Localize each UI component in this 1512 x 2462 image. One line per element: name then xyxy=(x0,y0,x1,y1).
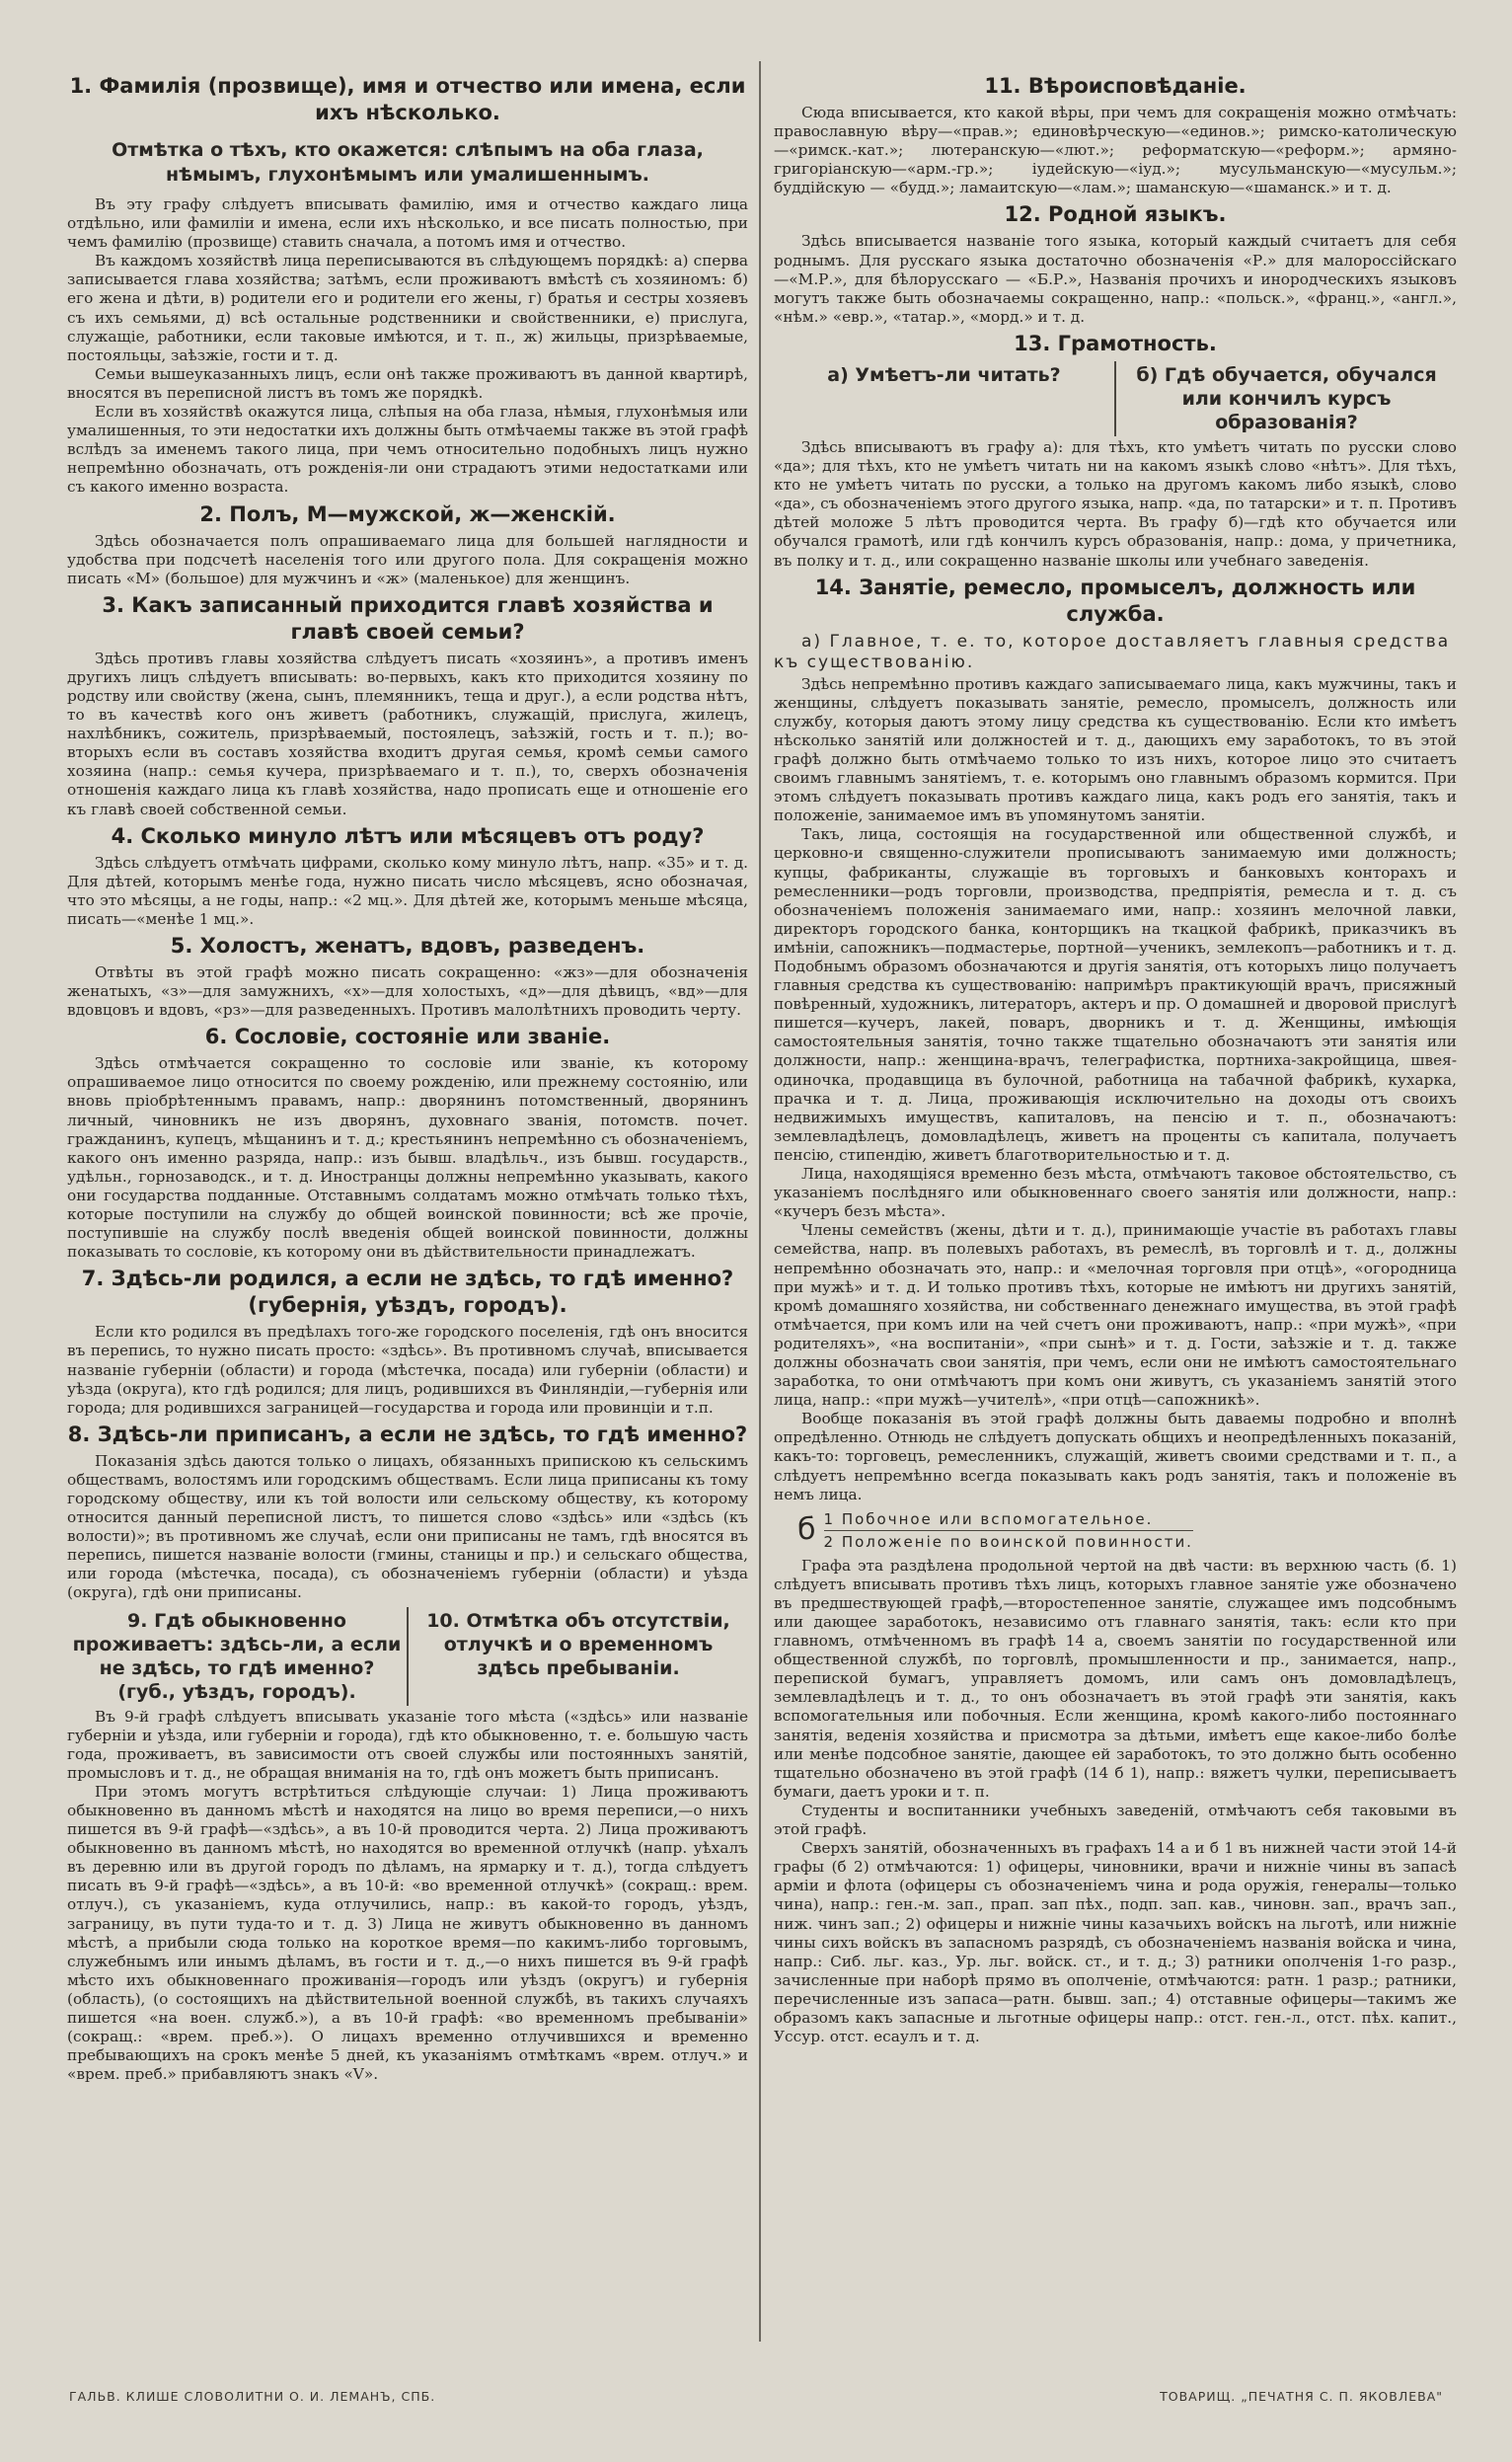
section-heading: 3. Какъ записанный приходится главѣ хозяйства и главѣ своей семьи? xyxy=(102,592,714,644)
right-column xyxy=(774,69,1457,2046)
paragraph: Здѣсь слѣдуетъ отмѣчать цифрами, сколько кому минуло лѣтъ, напр. «35» и т. д. Для дѣтей, которымъ менѣе года, нужно писать число мѣсяцевъ, ясно обозначая, что это мѣсяцы, а не годы, напр.: «2 мц.». Для дѣтей же, которымъ меньше мѣсяца, писать—«менѣе 1 мц.». xyxy=(67,853,748,928)
subheading-option: 2 Положеніе по воинской повинности. xyxy=(823,1532,1193,1551)
paragraph: Сюда вписывается, кто какой вѣры, при чемъ для сокращенія можно отмѣчать: православную вѣру—«прав.»; единовѣрческую—«единов.»; римско-католическую—«римск.-кат.»; лютеранскую—«лют.»; реформатскую—«реформ.»; армяно-григоріанскую—«арм.-гр.»; іудейскую—«іуд.»; мусульманскую—«мусульм.»; буддійскую — «будд.»; ламаитскую—«лам.»; шаманскую—«шаманск.» и т. д. xyxy=(774,104,1457,197)
split-heading-cell: а) Умѣетъ-ли читать? xyxy=(827,363,1061,386)
subheading-letter: б xyxy=(797,1512,818,1548)
paragraph: При этомъ могутъ встрѣтиться слѣдующіе случаи: 1) Лица проживаютъ обыкновенно въ данномъ мѣстѣ и находятся на лицо во время переписи,—о нихъ пишется въ 9-й графѣ—«здѣсь», а въ 10-й проводится черта. 2) Лица проживаютъ обыкновенно въ данномъ мѣстѣ, но находятся во временной отлучкѣ (напр. уѣхалъ въ деревню или въ другой городъ по дѣламъ, на ярмарку и т. д.), тогда слѣдуетъ писать въ 9-й графѣ—«здѣсь», а въ 10-й: «во временной отлучкѣ» (сокращ.: врем. отлуч.), съ указаніемъ, куда отлучились, напр.: въ какой-то городъ, уѣздъ, заграницу, въ пути туда-то и т. д. 3) Лица не живутъ обыкновенно въ данномъ мѣстѣ, а прибыли сюда только на короткое время—по какимъ-либо торговымъ, служебнымъ или инымъ дѣламъ, въ гости и т. д.,—о нихъ пишется въ 9-й графѣ мѣсто ихъ обыкновеннаго проживанія—городъ или уѣздъ (округъ) и губернія (область), (о состоящихъ на дѣйствительной военной службѣ, въ такихъ случаяхъ пишется «на воен. служб.»), а въ 10-й графѣ: «во временномъ пребываніи» (сокращ.: «врем. преб.»). О лицахъ временно отлучившихся и временно пребывающихъ на срокъ менѣе 5 дней, къ указаніямъ отмѣткамъ «врем. отлуч.» и «врем. преб.» прибавляютъ знакъ «V». xyxy=(67,1782,748,2084)
section-heading: 13. Грамотность. xyxy=(1014,331,1217,355)
section-heading: 4. Сколько минуло лѣтъ или мѣсяцевъ отъ роду? xyxy=(111,823,705,848)
section-heading: 1. Фамилія (прозвище), имя и отчество или имена, если ихъ нѣсколько. xyxy=(69,74,746,124)
paragraph: Здѣсь непремѣнно противъ каждаго записываемаго лица, какъ мужчины, такъ и женщины, слѣдуетъ показывать занятіе, ремесло, промыселъ, должность или службу, которыя даютъ этому лицу средства къ существованію. Если кто имѣетъ нѣсколько занятій или должностей и т. д., дающихъ ему заработокъ, то въ этой графѣ должно быть отмѣчаемо только то изъ нихъ, которое лицо это считаетъ своимъ главнымъ занятіемъ, т. е. которымъ оно главнымъ образомъ кормится. При этомъ слѣдуетъ показывать противъ каждаго лица, какъ родъ его занятія, такъ и положеніе, занимаемое имъ въ упомянутомъ занятіи. xyxy=(774,674,1457,825)
paragraph: Студенты и воспитанники учебныхъ заведеній, отмѣчаютъ себя таковыми въ этой графѣ. xyxy=(774,1801,1457,1839)
subheading-options xyxy=(824,1508,1193,1553)
paragraph: Семьи вышеуказанныхъ лицъ, если онѣ также проживаютъ въ данной квартирѣ, вносятся въ переписной листъ въ томъ же порядкѣ. xyxy=(67,364,748,402)
paragraph: Въ 9-й графѣ слѣдуетъ вписывать указаніе того мѣста («здѣсь» или названіе губерніи и уѣзда, или губерніи и города), гдѣ кто обыкновенно, т. е. большую часть года, проживаетъ, въ зависимости отъ своей службы или постоянныхъ занятій, промысловъ и т. д., не обращая вниманія на то, гдѣ онъ можетъ быть приписанъ. xyxy=(67,1707,748,1782)
paragraph: Здѣсь обозначается полъ опрашиваемаго лица для большей наглядности и удобства при подсчетѣ населенія того или другого пола. Для сокращенія можно писать «М» (большое) для мужчинъ и «ж» (маленькое) для женщинъ. xyxy=(67,531,748,587)
paragraph: Показанія здѣсь даются только о лицахъ, обязанныхъ припискою къ сельскимъ обществамъ, волостямъ или городскимъ обществамъ. Если лица приписаны къ тому городскому обществу, или къ той волости или сельскому обществу, къ которому относится данный переписной листъ, то пишется слово «здѣсь» или «здѣсь (къ волости)»; въ противномъ же случаѣ, если они приписаны не тамъ, гдѣ вносятся въ перепись, пишется названіе волости (гмины, станицы и пр.) и сельскаго общества, или города (мѣстечка, посада), съ обозначеніемъ губерніи (области) и уѣзда (округа), гдѣ они приписаны. xyxy=(67,1451,748,1602)
section-heading: 14. Занятіе, ремесло, промыселъ, должность или служба. xyxy=(814,575,1416,626)
section-heading: 11. Вѣроисповѣданіе. xyxy=(984,74,1247,98)
paragraph: Вообще показанія въ этой графѣ должны быть даваемы подробно и вполнѣ опредѣленно. Отнюдь не слѣдуетъ допускать общихъ и неопредѣленныхъ показаній, какъ-то: торговецъ, ремесленникъ, служащій, живетъ своими средствами и т. п., а слѣдуетъ непремѣнно всегда показывать какъ родъ занятія, такъ и положеніе въ немъ лица. xyxy=(774,1410,1457,1503)
split-heading xyxy=(67,1607,748,1706)
column-divider xyxy=(759,61,761,2342)
footer-right-imprint: ТОВАРИЩ. „ПЕЧАТНЯ С. П. ЯКОВЛЕВА" xyxy=(1160,2389,1443,2404)
footer-left-imprint: ГАЛЬВ. КЛИШЕ СЛОВОЛИТНИ О. И. ЛЕМАНЪ, СПБ. xyxy=(69,2389,436,2404)
paragraph: Если въ хозяйствѣ окажутся лица, слѣпыя на оба глаза, нѣмыя, глухонѣмыя или умалишенныя, то эти недостатки ихъ должны быть отмѣчаемы также въ этой графѣ вслѣдъ за именемъ такого лица, при чемъ относительно подобныхъ лицъ нужно непремѣнно обозначать, отъ рожденія-ли они страдаютъ этими недостатками или съ какого именно возраста. xyxy=(67,403,748,497)
section-heading: 7. Здѣсь-ли родился, а если не здѣсь, то гдѣ именно? (губернія, уѣздъ, городъ). xyxy=(81,1267,734,1318)
paragraph: Здѣсь противъ главы хозяйства слѣдуетъ писать «хозяинъ», а противъ именъ другихъ лицъ слѣдуетъ вписывать: во-первыхъ, какъ кто приходится хозяину по родству или свойству (жена, сынъ, племянникъ, теща и друг.), а если родства нѣтъ, то въ качествѣ кого онъ живетъ (работникъ, служащій, прислуга, жилецъ, нахлѣбникъ, сожитель, призрѣваемый, постоялецъ, заѣзжій, гость и т. п.); во-вторыхъ если въ составъ хозяйства входитъ другая семья, кромѣ семьи самого хозяина (напр.: семья кучера, призрѣваемаго и т. п.), то, сверхъ обозначенія отношенія каждаго лица къ главѣ хозяйства, надо прописать еще и отношеніе его къ главѣ своей собственной семьи. xyxy=(67,649,748,818)
paragraph: Здѣсь вписываютъ въ графу а): для тѣхъ, кто умѣетъ читать по русски слово «да»; для тѣхъ, кто не умѣетъ читать ни на какомъ языкѣ слово «нѣтъ». Для тѣхъ, кто не умѣетъ читать по русски, а только на другомъ какомъ либо языкѣ, слово «да», съ обозначеніемъ этого другого языка, напр. «да, по татарски» и т. п. Противъ дѣтей моложе 5 лѣтъ проводится черта. Въ графу б)—гдѣ кто обучается или обучался грамотѣ, или гдѣ кончилъ курсъ образованія, напр.: дома, у причетника, въ полку и т. д., или сокращенно названіе школы или учебнаго заведенія. xyxy=(774,437,1457,570)
paragraph: Члены семействъ (жены, дѣти и т. д.), принимающіе участіе въ работахъ главы семейства, напр. въ полевыхъ работахъ, въ ремеслѣ, въ торговлѣ и т. д., должны непремѣнно обозначать это, напр.: и «мелочная торговля при отцѣ», «огородница при мужѣ» и т. д. И только противъ тѣхъ, которые не имѣютъ ни другихъ занятій, кромѣ домашняго хозяйства, ни собственнаго денежнаго имущества, въ этой графѣ отмѣчается, при комъ или на чей счетъ они проживаютъ, напр.: «при мужѣ», «при родителяхъ», «на воспитаніи», «при сынѣ» и т. д. Гости, заѣзжіе и т. д. также должны обозначать свои занятія, при чемъ, если они не имѣютъ самостоятельнаго заработка, то они отмѣчаютъ при комъ они живутъ, съ указаніемъ занятій этого лица, напр.: «при мужѣ—учителѣ», «при отцѣ—сапожникѣ». xyxy=(774,1221,1457,1410)
paragraph: Если кто родился въ предѣлахъ того-же городского поселенія, гдѣ онъ вносится въ перепись, то нужно писать просто: «здѣсь». Въ противномъ случаѣ, вписывается названіе губерніи (области) и города (мѣстечка, посада) или губерніи (области) и уѣзда (округа), кто гдѣ родился; для лицъ, родившихся въ Финляндіи,—губернія или города; для родившихся заграницей—государства и города или провинціи и т.п. xyxy=(67,1323,748,1417)
section-heading: 8. Здѣсь-ли приписанъ, а если не здѣсь, то гдѣ именно? xyxy=(67,1422,748,1446)
subheading-option: 1 Побочное или вспомогательное. xyxy=(824,1508,1193,1531)
section-heading: 5. Холостъ, женатъ, вдовъ, разведенъ. xyxy=(170,934,645,958)
split-heading-cell: б) Гдѣ обучается, обучался или кончилъ курсъ образованія? xyxy=(1114,361,1457,436)
left-column xyxy=(67,69,748,2084)
paragraph: Лица, находящіяся временно безъ мѣста, отмѣчаютъ таковое обстоятельство, съ указаніемъ послѣдняго или обыкновеннаго своего занятія или должности, напр.: «кучеръ безъ мѣста». xyxy=(774,1165,1457,1221)
paragraph: Графа эта раздѣлена продольной чертой на двѣ части: въ верхнюю часть (б. 1) слѣдуетъ вписывать противъ тѣхъ лицъ, которыхъ главное занятіе уже обозначено въ предшествующей графѣ,—второстепенное занятіе, служащее имъ подсобнымъ или дающее заработокъ, независимо отъ главнаго занятія, такъ: если кто при главномъ, отмѣченномъ въ графѣ 14 а, своемъ занятіи по государственной или общественной службѣ, по торговлѣ, промышленности и пр., занимается, напр., перепиской бумагъ, управляетъ домомъ, или самъ онъ домовладѣлецъ, землевладѣлецъ и т. д., то онъ обозначаетъ въ этой графѣ эти занятія, какъ вспомогательныя или побочныя. Если женщина, кромѣ какого-либо постояннаго занятія, веденія хозяйства и присмотра за дѣтьми, имѣетъ еще какое-либо болѣе или менѣе подсобное занятіе, дающее ей заработокъ, то это должно быть особенно тщательно обозначено въ этой графѣ (14 б 1), напр.: вяжетъ чулки, переписываетъ бумаги, даетъ уроки и т. п. xyxy=(774,1556,1457,1801)
section-heading: 12. Родной языкъ. xyxy=(1004,202,1227,227)
split-heading-cell: 9. Гдѣ обыкновенно проживаетъ: здѣсь-ли, а если не здѣсь, то гдѣ именно? (губ., уѣздъ, городъ). xyxy=(72,1609,402,1703)
section-heading: 2. Полъ, М—мужской, ж—женскій. xyxy=(199,501,616,526)
subheading-bracket xyxy=(797,1508,1457,1553)
paragraph: Отвѣты въ этой графѣ можно писать сокращенно: «жз»—для обозначенія женатыхъ, «з»—для замужнихъ, «х»—для холостыхъ, «д»—для дѣвицъ, «вд»—для вдовцовъ и вдовъ, «рз»—для разведенныхъ. Противъ малолѣтнихъ проводить черту. xyxy=(67,963,748,1020)
paragraph: Въ каждомъ хозяйствѣ лица переписываются въ слѣдующемъ порядкѣ: а) сперва записывается глава хозяйства; затѣмъ, если проживаютъ вмѣстѣ съ хозяиномъ: б) его жена и дѣти, в) родители его и родители его жены, г) братья и сестры хозяевъ съ ихъ семьями, д) всѣ остальные родственники и свойственники, е) прислуга, служащіе, работники, если таковые имѣются, и т. п., ж) жильцы, призрѣваемые, постояльцы, заѣзжіе, гости и т. д. xyxy=(67,252,748,364)
split-heading-cell: 10. Отмѣтка объ отсутствіи, отлучкѣ и о временномъ здѣсь пребываніи. xyxy=(407,1607,748,1706)
paragraph: Такъ, лица, состоящія на государственной или общественной службѣ, и церковно-и священно-служители прописываютъ занимаемую ими должность; купцы, фабриканты, служащіе въ торговыхъ и банковыхъ конторахъ и ремесленники—родъ торговли, производства, предпріятія, ремесла и т. д. съ обозначеніемъ положенія занимаемаго ими, напр.: хозяинъ мелочной лавки, директоръ городского банка, конторщикъ на ткацкой фабрикѣ, приказчикъ въ имѣніи, сапожникъ—подмастерье, портной—ученикъ, землекопъ—работникъ и т. д. Подобнымъ образомъ обозначаются и другія занятія, отъ которыхъ лицо получаетъ главныя средства къ существованію: напримѣръ практикующій врачъ, присяжный повѣренный, художникъ, литераторъ, актеръ и пр. О домашней и дворовой прислугѣ пишется—кучеръ, лакей, поваръ, дворникъ и т. д. Женщины, имѣющія самостоятельныя занятія, точно также тщательно обозначаютъ эти занятія или должности, напр.: женщина-врачъ, телеграфистка, портниха-закройщица, швея-одиночка, продавщица въ булочной, работница на табачной фабрикѣ, кухарка, прачка и т. д. Лица, проживающія исключительно на доходы отъ своихъ недвижимыхъ имуществъ, капиталовъ, на пенсію и т. п., обозначаютъ: землевладѣлецъ, домовладѣлецъ, живетъ на проценты съ капитала, получаетъ пенсію, стипендію, живетъ благотворительностью и т. д. xyxy=(774,825,1457,1164)
subheading: а) Главное, т. е. то, которое доставляетъ главныя средства къ существованію. xyxy=(774,631,1451,672)
section-heading: 6. Сословіе, состояніе или званіе. xyxy=(204,1025,611,1049)
split-heading xyxy=(774,361,1457,436)
paragraph: Въ эту графу слѣдуетъ вписывать фамилію, имя и отчество каждаго лица отдѣльно, или фамиліи и имена, если ихъ нѣсколько, и все писать полностью, при чемъ фамилію (прозвище) ставить сначала, а потомъ имя и отчество. xyxy=(67,195,748,252)
paragraph: Сверхъ занятій, обозначенныхъ въ графахъ 14 а и б 1 въ нижней части этой 14-й графы (б 2) отмѣчаются: 1) офицеры, чиновники, врачи и нижніе чины въ запасѣ арміи и флота (офицеры съ обозначеніемъ чина и рода оружія, генералы—только чина), напр.: ген.-м. зап., прап. зап пѣх., подп. зап. кав., чиновн. зап., врачъ зап., ниж. чинъ зап.; 2) офицеры и нижніе чины казачьихъ войскъ на льготѣ, или нижніе чины сихъ войскъ въ запасномъ разрядѣ, съ обозначеніемъ названія войска и чина, напр.: Сиб. льг. каз., Ур. льг. войск. ст., и т. д.; 3) ратники ополченія 1-го разр., зачисленные при наборѣ прямо въ ополченіе, отмѣчаются: ратн. 1 разр.; ратники, перечисленные изъ запаса—ратн. бывш. зап.; 4) отставные офицеры—такимъ же образомъ какъ запасные и льготные офицеры напр.: отст. ген.-л., отст. пѣх. капит., Уссур. отст. есаулъ и т. д. xyxy=(774,1839,1457,2046)
paragraph: Здѣсь отмѣчается сокращенно то сословіе или званіе, къ которому опрашиваемое лицо относится по своему рожденію, или прежнему состоянію, или вновь пріобрѣтеннымъ правамъ, напр.: дворянинъ потомственный, дворянинъ личный, чиновникъ не изъ дворянъ, духовнаго званія, потомств. почет. гражданинъ, купецъ, мѣщанинъ и т. д.; крестьянинъ непремѣнно съ обозначеніемъ, какого онъ именно разряда, напр.: изъ бывш. владѣльч., изъ бывш. государств., удѣльн., горнозаводск., и т. д. Иностранцы должны непремѣнно указывать, какого они государства подданные. Отставнымъ солдатамъ можно отмѣчать только тѣхъ, которые поступили на службу до общей воинской повинности; всѣ же прочіе, поступившіе на службу послѣ введенія общей воинской повинности, должны показывать то сословіе, къ которому они въ дѣйствительности принадлежатъ. xyxy=(67,1054,748,1262)
paragraph: Здѣсь вписывается названіе того языка, который каждый считаетъ для себя роднымъ. Для русскаго языка достаточно обозначенія «Р.» для малороссійскаго—«М.Р.», для бѣлорусскаго — «Б.Р.», Названія прочихъ и инородческихъ языковъ могутъ также быть обозначаемы сокращенно, напр.: «польск.», «франц.», «англ.», «нѣм.» «евр.», «татар.», «морд.» и т. д. xyxy=(774,232,1457,326)
section-note: Отмѣтка о тѣхъ, кто окажется: слѣпымъ на оба глаза, нѣмымъ, глухонѣмымъ или умалишеннымъ. xyxy=(112,139,704,186)
